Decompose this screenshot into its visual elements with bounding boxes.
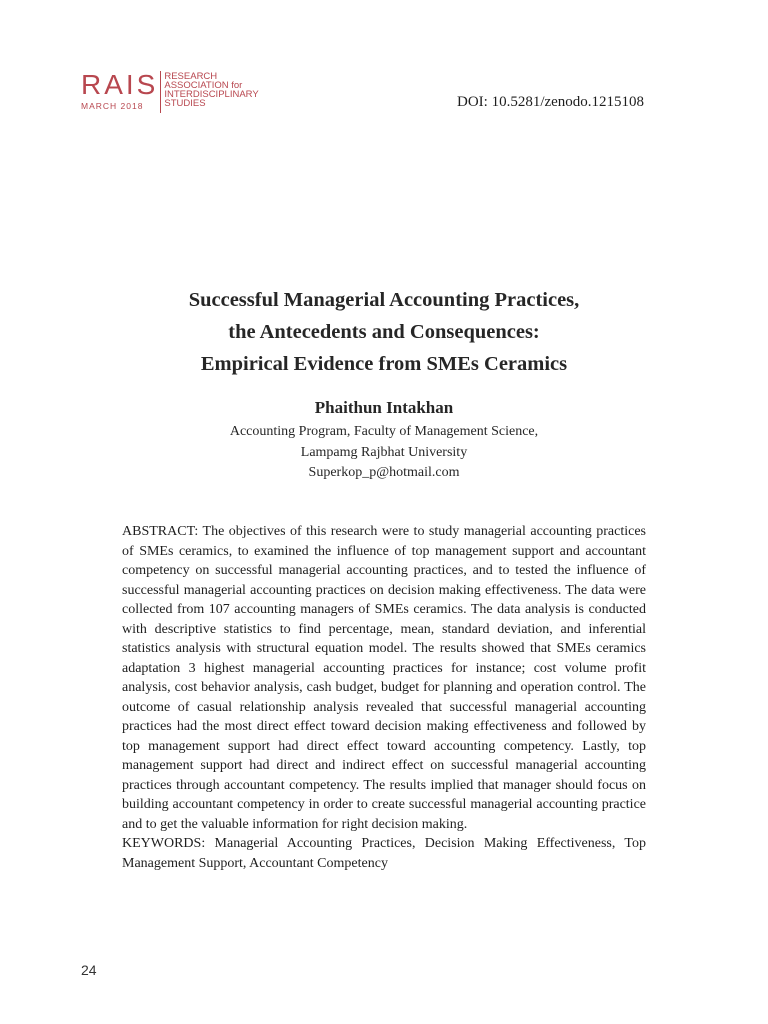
- logo-divider: [160, 71, 161, 113]
- journal-logo: [81, 71, 259, 113]
- page-number: 24: [81, 962, 97, 978]
- logo-org-line: STUDIES: [164, 98, 206, 109]
- author-name: Phaithun Intakhan: [314, 398, 454, 417]
- logo-date: MARCH 2018: [81, 101, 144, 111]
- title-line: Successful Managerial Accounting Practices,: [188, 289, 580, 311]
- affiliation-line: Accounting Program, Faculty of Management Science,: [229, 424, 539, 439]
- author-email: Superkop_p@hotmail.com: [308, 465, 460, 480]
- paper-title: [0, 284, 768, 380]
- logo-org-line: INTERDISCIPLINARY: [164, 89, 259, 100]
- logo-organization: [164, 71, 258, 108]
- title-line: the Antecedents and Consequences:: [228, 321, 540, 343]
- logo-org-line: RESEARCH: [164, 71, 218, 82]
- logo-mark: RAIS: [81, 69, 159, 100]
- logo-left-block: [81, 71, 158, 111]
- doi-text: DOI: 10.5281/zenodo.1215108: [457, 94, 645, 110]
- abstract-block: [122, 522, 646, 873]
- author-affiliation: [0, 422, 768, 484]
- affiliation-line: Lampamg Rajbhat University: [300, 444, 468, 460]
- title-line: Empirical Evidence from SMEs Ceramics: [200, 353, 568, 375]
- abstract-text: ABSTRACT: The objectives of this research were to study managerial accounting practices of SMEs ceramics, to examined the influence of top management support and accountant competency on successful managerial accounting practices, and to tested the influence of successful managerial accounting practices on decision making effectiveness. The data were collected from 107 accounting managers of SMEs ceramics. The data analysis is conducted with descriptive statistics to find percentage, mean, standard deviation, and inferential statistics analysis with structural equation model. The results showed that SMEs ceramics adaptation 3 highest managerial accounting practices for instance; cost volume profit analysis, cost behavior analysis, cash budget, budget for planning and operation control. The outcome of casual relationship analysis revealed that successful managerial accounting practices had the most direct effect toward decision making effectiveness and followed by top management support had direct effect toward accounting competency. Lastly, top management support had direct and indirect effect on successful managerial accounting practices through accountant competency. The results implied that manager should focus on building accountant competency in order to create successful managerial accounting practice and to get the valuable information for right decision making.: [122, 524, 646, 832]
- keywords-text: KEYWORDS: Managerial Accounting Practices, Decision Making Effectiveness, Top Management Support, Accountant Competency: [122, 836, 646, 871]
- logo-org-line: ASSOCIATION for: [164, 80, 243, 91]
